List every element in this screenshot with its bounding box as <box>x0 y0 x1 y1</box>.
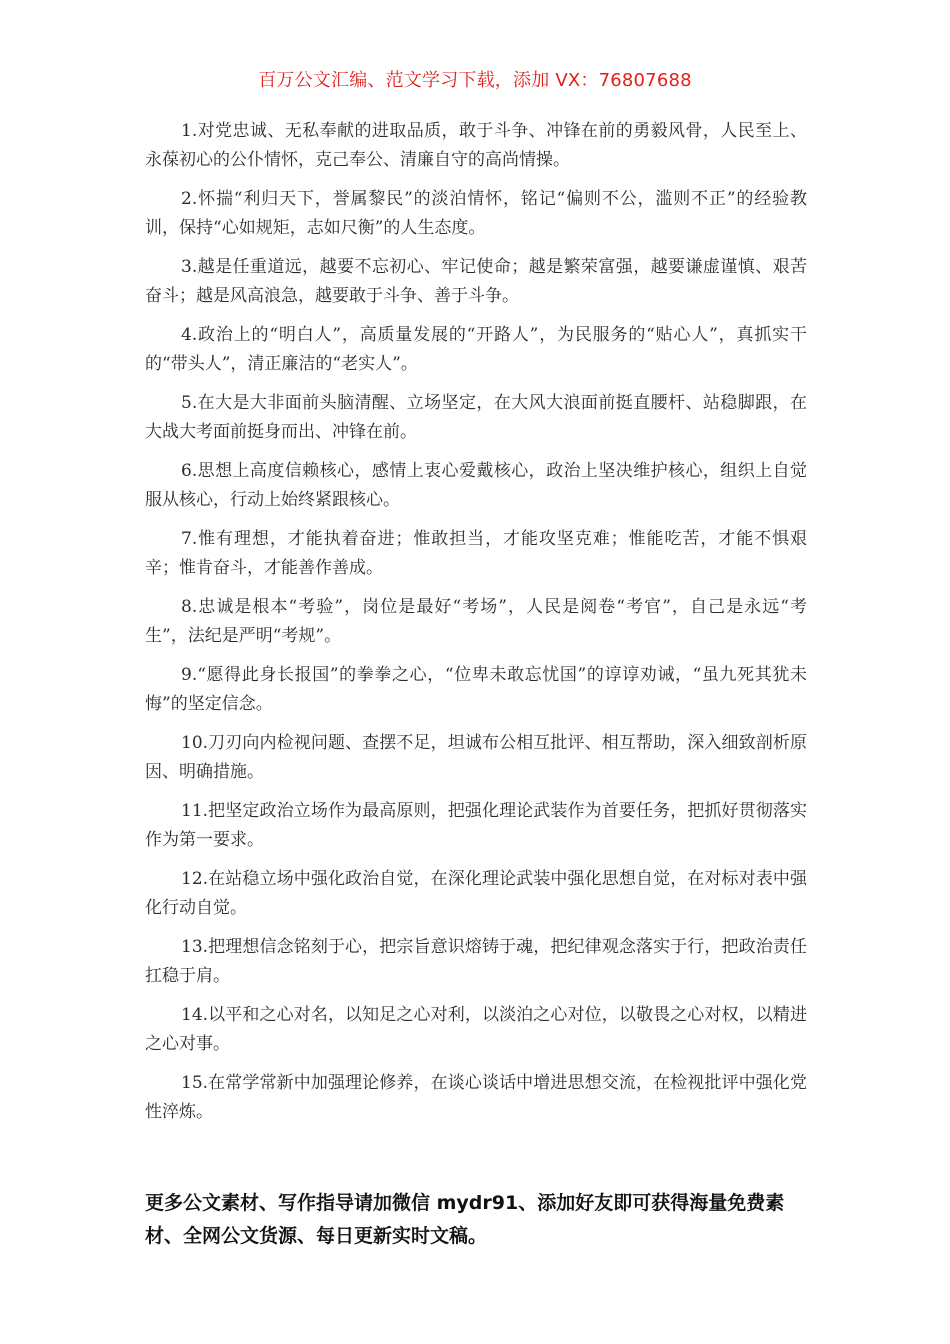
paragraph-8: 8.忠诚是根本“考验”，岗位是最好“考场”，人民是阅卷“考官”，自己是永远“考生”，法纪是严明“考规”。 <box>145 597 807 646</box>
footer-note: 更多公文素材、写作指导请加微信 mydr91、添加好友即可获得海量免费素材、全网公文货源、每日更新实时文稿。 <box>145 1192 785 1247</box>
paragraph-14: 14.以平和之心对名，以知足之心对利，以淡泊之心对位，以敬畏之心对权，以精进之心对事。 <box>145 1005 807 1054</box>
header-banner: 百万公文汇编、范文学习下载，添加 VX：76807688 <box>258 70 692 91</box>
paragraph-9: 9.“愿得此身长报国”的拳拳之心，“位卑未敢忘忧国”的谆谆劝诫，“虽九死其犹未悔”的坚定信念。 <box>145 665 807 714</box>
paragraph-3: 3.越是任重道远，越要不忘初心、牢记使命；越是繁荣富强，越要谦虚谨慎、艰苦奋斗；越是风高浪急，越要敢于斗争、善于斗争。 <box>145 257 807 306</box>
paragraph-7: 7.惟有理想，才能执着奋进；惟敢担当，才能攻坚克难；惟能吃苦，才能不惧艰辛；惟肯奋斗，才能善作善成。 <box>145 529 807 578</box>
paragraph-4: 4.政治上的“明白人”，高质量发展的“开路人”，为民服务的“贴心人”，真抓实干的“带头人”，清正廉洁的“老实人”。 <box>145 325 807 374</box>
paragraph-12: 12.在站稳立场中强化政治自觉，在深化理论武装中强化思想自觉，在对标对表中强化行动自觉。 <box>145 869 807 918</box>
paragraph-5: 5.在大是大非面前头脑清醒、立场坚定，在大风大浪面前挺直腰杆、站稳脚跟，在大战大考面前挺身而出、冲锋在前。 <box>145 393 807 442</box>
paragraph-15: 15.在常学常新中加强理论修养，在谈心谈话中增进思想交流，在检视批评中强化党性淬炼。 <box>145 1073 807 1122</box>
paragraph-13: 13.把理想信念铭刻于心，把宗旨意识熔铸于魂，把纪律观念落实于行，把政治责任扛稳于肩。 <box>145 937 807 986</box>
paragraph-6: 6.思想上高度信赖核心，感情上衷心爱戴核心，政治上坚决维护核心，组织上自觉服从核心，行动上始终紧跟核心。 <box>145 461 807 510</box>
paragraph-10: 10.刀刃向内检视问题、查摆不足，坦诚布公相互批评、相互帮助，深入细致剖析原因、明确措施。 <box>145 733 807 782</box>
paragraph-2: 2.怀揣“利归天下，誉属黎民”的淡泊情怀，铭记“偏则不公，滥则不正”的经验教训，保持“心如规矩，志如尺衡”的人生态度。 <box>145 189 807 238</box>
paragraph-11: 11.把坚定政治立场作为最高原则，把强化理论武装作为首要任务，把抓好贯彻落实作为第一要求。 <box>145 801 807 850</box>
paragraph-1: 1.对党忠诚、无私奉献的进取品质，敢于斗争、冲锋在前的勇毅风骨，人民至上、永葆初心的公仆情怀，克己奉公、清廉自守的高尚情操。 <box>145 121 807 170</box>
document-body <box>145 117 807 1137</box>
